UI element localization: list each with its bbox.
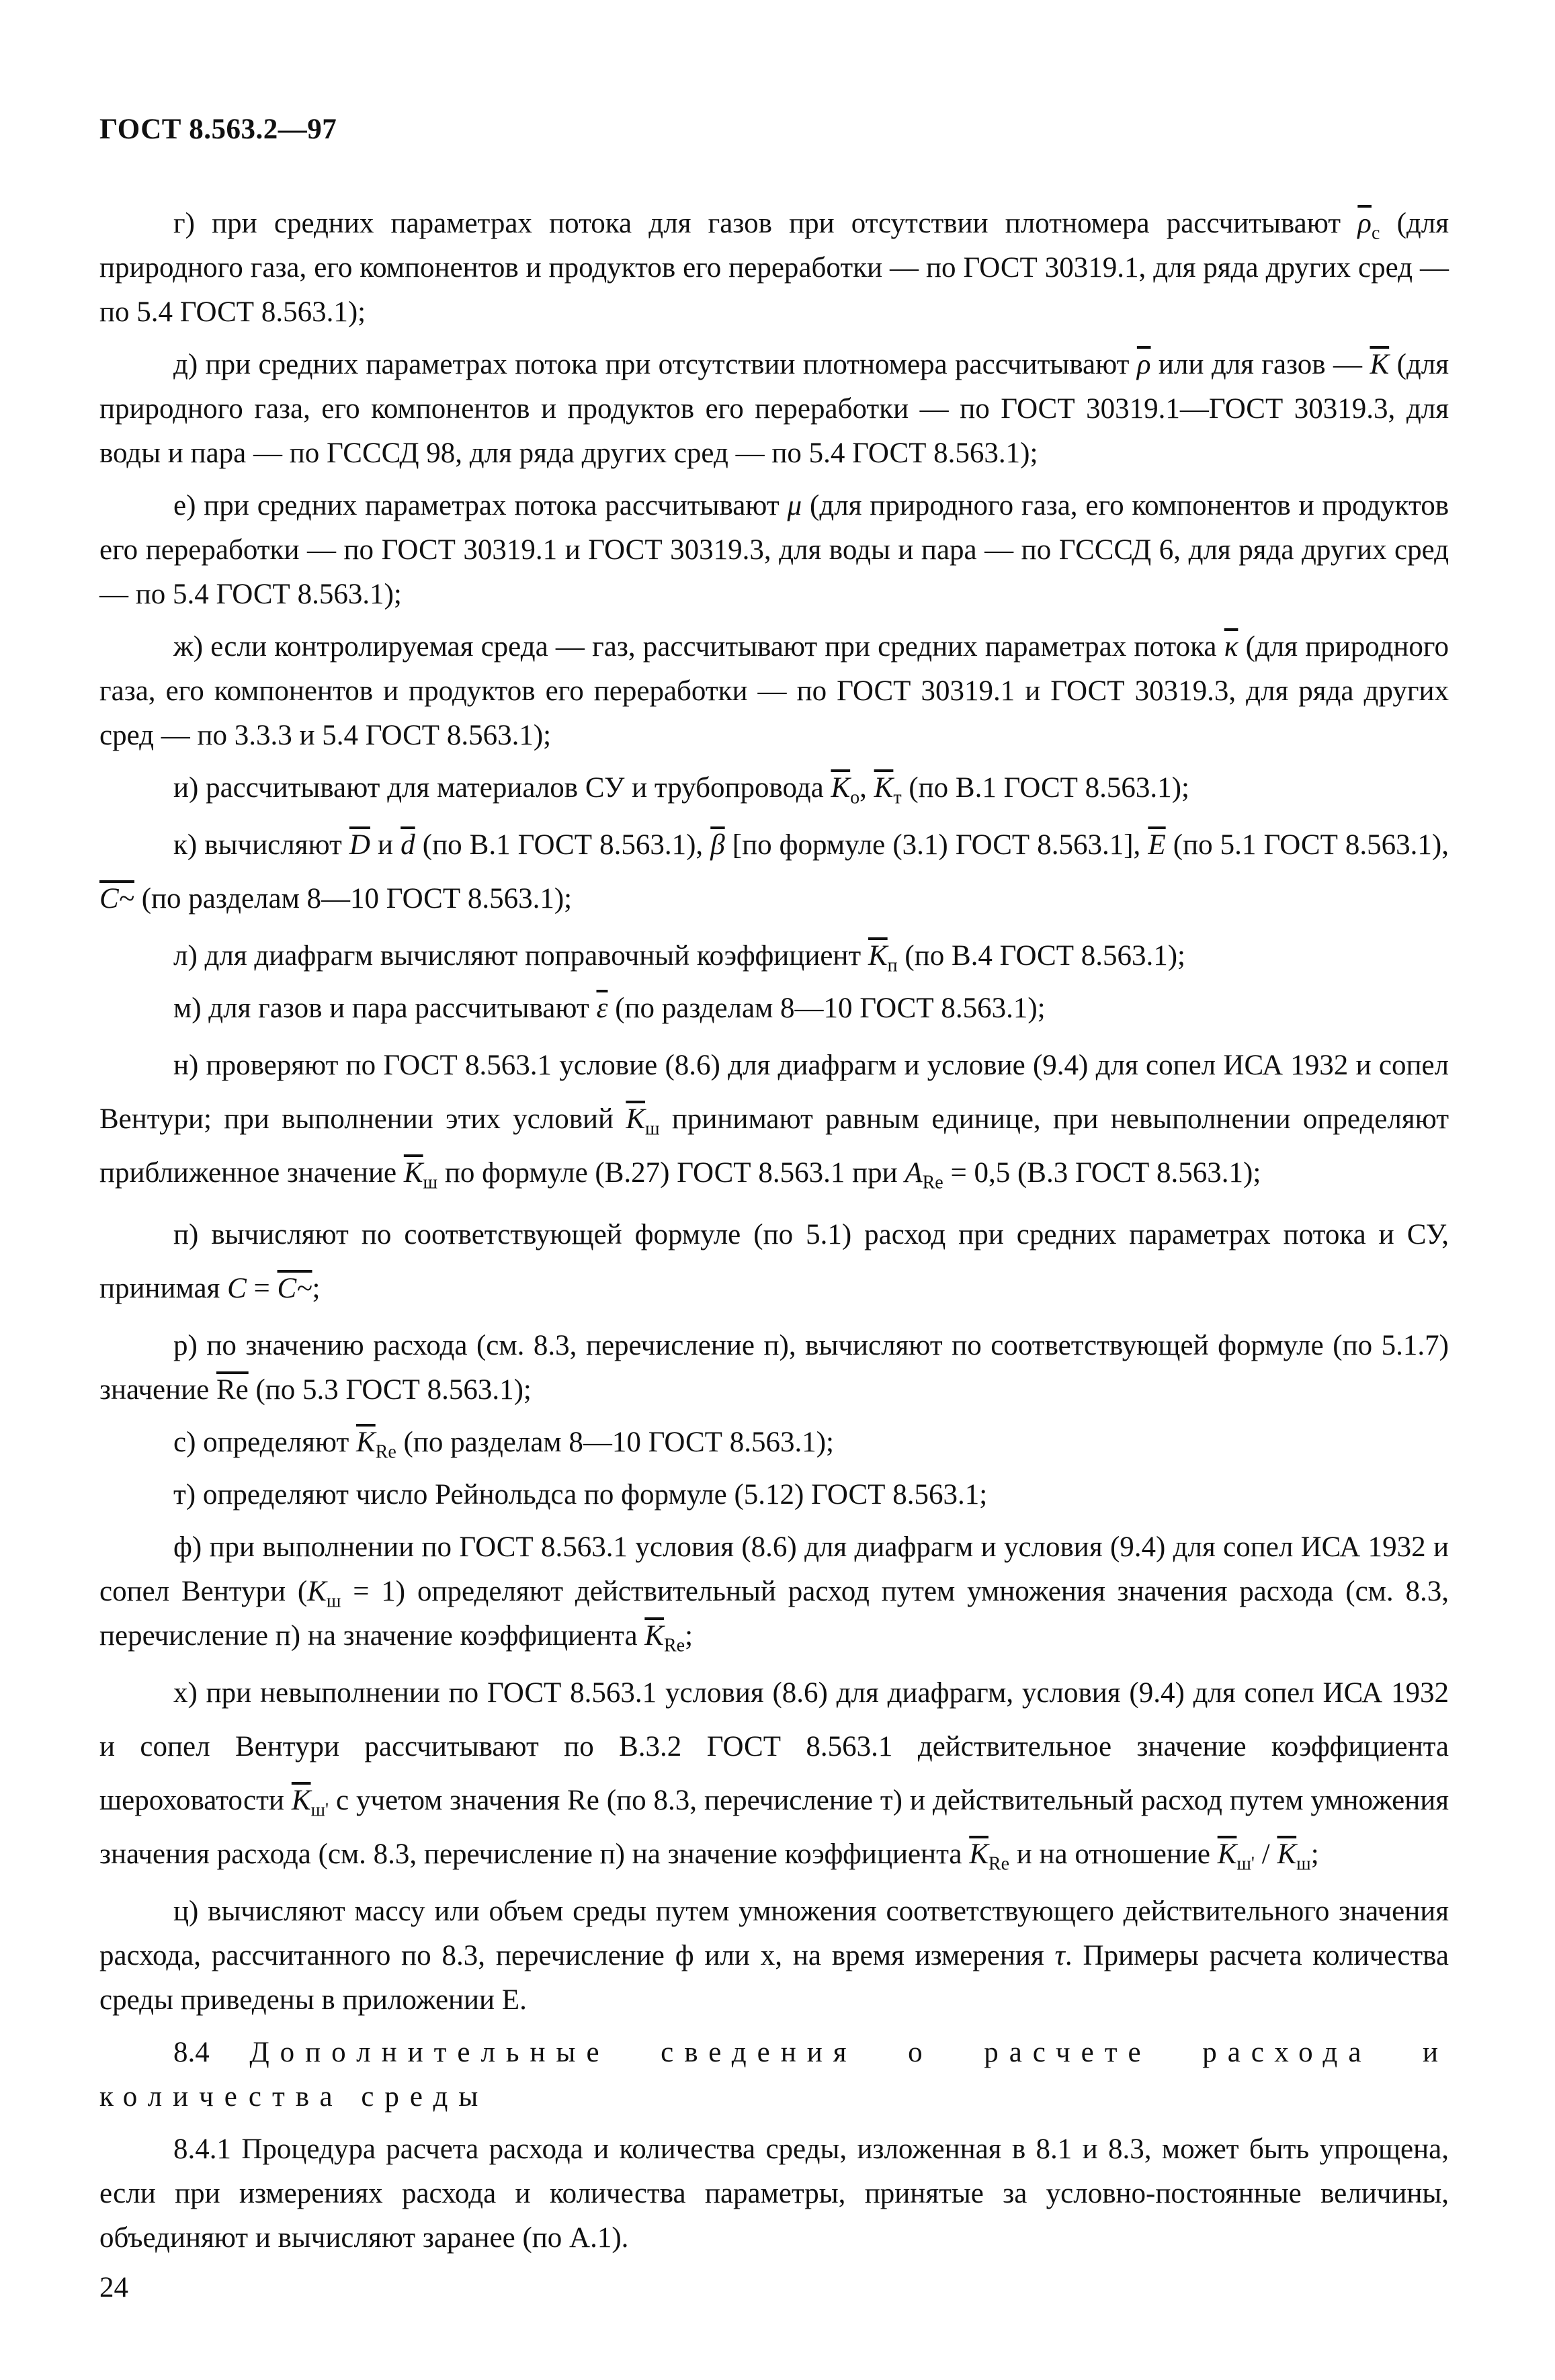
symbol-C-tilde: C~ bbox=[277, 1273, 312, 1304]
subscript: Re bbox=[375, 1441, 396, 1463]
document-body bbox=[99, 202, 1449, 2268]
item-s bbox=[99, 1420, 1449, 1465]
item-ts bbox=[99, 1889, 1449, 2023]
item-i bbox=[99, 766, 1449, 810]
text: к) вычисляют bbox=[173, 829, 349, 861]
text: ; bbox=[685, 1620, 694, 1652]
symbol-kappa: $\overline{\kappa}$ bbox=[1224, 631, 1238, 663]
text: н) проверяют по ГОСТ 8.563.1 условие (8.6) для диафрагм и условие (9.4) для сопел ИСА 1932 и сопел Вентури; при выполнении этих условий bbox=[99, 1050, 1449, 1135]
subscript: Re bbox=[988, 1853, 1010, 1875]
symbol-K: $\overline{K}$ bbox=[868, 940, 888, 972]
text: и на отношение bbox=[1009, 1838, 1218, 1870]
text: ж) если контролируемая среда — газ, рассчитывают при средних параметрах потока bbox=[173, 631, 1224, 663]
text: г) при средних параметрах потока для газов при отсутствии плотномера рассчитывают bbox=[173, 208, 1358, 239]
text: = 0,5 (В.3 ГОСТ 8.563.1); bbox=[943, 1157, 1261, 1189]
text: (по разделам 8—10 ГОСТ 8.563.1); bbox=[607, 992, 1046, 1024]
page-header: ГОСТ 8.563.2—97 bbox=[99, 114, 337, 145]
symbol-K: $\overline{K}$ bbox=[355, 1427, 376, 1458]
symbol-E: $\overline{E}$ bbox=[1148, 829, 1166, 861]
text: = bbox=[246, 1273, 278, 1304]
text: / bbox=[1254, 1838, 1277, 1870]
text: по формуле (В.27) ГОСТ 8.563.1 при bbox=[437, 1157, 905, 1189]
text: л) для диафрагм вычисляют поправочный коэффициент bbox=[173, 940, 868, 972]
text: (по В.4 ГОСТ 8.563.1); bbox=[897, 940, 1185, 972]
item-l bbox=[99, 934, 1449, 978]
symbol-D: $\overline{D}$ bbox=[349, 829, 370, 861]
text: р) по значению расхода (см. 8.3, перечисление п), вычисляют по соответствующей формуле (по 5.1.7) значение bbox=[99, 1330, 1449, 1406]
item-d bbox=[99, 343, 1449, 476]
subscript: ш bbox=[326, 1590, 341, 1612]
symbol-A: A bbox=[905, 1157, 923, 1189]
subscript: т bbox=[893, 787, 902, 808]
text: (по разделам 8—10 ГОСТ 8.563.1); bbox=[134, 883, 573, 915]
item-p bbox=[99, 1208, 1449, 1316]
symbol-K: $\overline{K}$ bbox=[403, 1157, 423, 1189]
symbol-mu: μ bbox=[787, 490, 802, 521]
text: (по В.1 ГОСТ 8.563.1); bbox=[901, 772, 1189, 804]
text: (по разделам 8—10 ГОСТ 8.563.1); bbox=[396, 1427, 834, 1458]
symbol-rho: $\overline{\rho}$ bbox=[1357, 208, 1372, 239]
symbol-K: $\overline{K}$ bbox=[1277, 1838, 1297, 1870]
text: е) при средних параметрах потока рассчитывают bbox=[173, 490, 788, 521]
symbol-K: $\overline{K}$ bbox=[644, 1620, 664, 1652]
text: м) для газов и пара рассчитывают bbox=[173, 992, 597, 1024]
subscript: ш' bbox=[310, 1799, 329, 1821]
symbol-epsilon: $\overline{\varepsilon}$ bbox=[596, 992, 608, 1024]
subscript: Re bbox=[922, 1172, 943, 1193]
text: (для природного газа, его компонентов и продуктов его переработки — по ГОСТ 30319.1 и ГОСТ 30319.3, для воды и пара — по ГСССД 6, для ряда других сред — по 5.4 ГОСТ 8.563.1); bbox=[99, 490, 1449, 610]
subscript: c bbox=[1371, 222, 1380, 244]
text: д) при средних параметрах потока при отсутствии плотномера рассчитывают bbox=[173, 349, 1137, 380]
section-title: Дополнительные сведения о расчете расхода и количества среды bbox=[99, 2037, 1449, 2113]
text: [по формуле (3.1) ГОСТ 8.563.1], bbox=[724, 829, 1148, 861]
item-e bbox=[99, 484, 1449, 617]
text: ; bbox=[312, 1273, 321, 1304]
text: х) при невыполнении по ГОСТ 8.563.1 условия (8.6) для диафрагм, условия (9.4) для сопел ИСА 1932 и сопел Вентури рассчитывают по В.3.2 ГОСТ 8.563.1 действительное значение коэффициента шероховатости bbox=[99, 1677, 1449, 1816]
subscript: Re bbox=[663, 1635, 685, 1656]
item-m bbox=[99, 986, 1449, 1031]
text: , bbox=[859, 772, 874, 804]
item-n bbox=[99, 1039, 1449, 1200]
symbol-K: K bbox=[307, 1576, 327, 1607]
symbol-K: $\overline{K}$ bbox=[626, 1103, 646, 1135]
text: ф) при выполнении по ГОСТ 8.563.1 условия (8.6) для диафрагм и условия (9.4) для сопел ИСА 1932 и сопел Вентури ( bbox=[99, 1531, 1449, 1607]
text: (по В.1 ГОСТ 8.563.1), bbox=[415, 829, 711, 861]
item-r bbox=[99, 1324, 1449, 1412]
text: принимают равным единице, при невыполнении определяют приближенное значение bbox=[99, 1103, 1449, 1189]
section-8-4-heading bbox=[99, 2031, 1449, 2119]
symbol-K: $\overline{K}$ bbox=[291, 1785, 311, 1816]
item-k bbox=[99, 818, 1449, 926]
text: (по 5.3 ГОСТ 8.563.1); bbox=[248, 1374, 532, 1406]
symbol-d: $\overline{d}$ bbox=[401, 829, 415, 861]
text: ц) вычисляют массу или объем среды путем умножения соответствующего действительного значения расхода, рассчитанного по 8.3, перечисление ф или х, на время измерения bbox=[99, 1896, 1449, 1971]
item-t: т) определяют число Рейнольдса по формуле (5.12) ГОСТ 8.563.1; bbox=[173, 1479, 988, 1511]
subscript: ш bbox=[1296, 1853, 1311, 1875]
item-f bbox=[99, 1525, 1449, 1658]
text: (для природного газа, его компонентов и продуктов его переработки — по ГОСТ 30319.1—ГОСТ 30319.3, для воды и пара — по ГСССД 98, для ряда других сред — по 5.4 ГОСТ 8.563.1); bbox=[99, 349, 1449, 469]
subscript: о bbox=[850, 787, 860, 808]
text: (по 5.1 ГОСТ 8.563.1), bbox=[1165, 829, 1449, 861]
text: (для природного газа, его компонентов и продуктов его переработки — по ГОСТ 30319.1, для ряда других сред — по 5.4 ГОСТ 8.563.1); bbox=[99, 208, 1449, 328]
subscript: ш' bbox=[1236, 1853, 1255, 1875]
text: (для природного газа, его компонентов и продуктов его переработки — по ГОСТ 30319.1 и ГОСТ 30319.3, для ряда других сред — по 3.3.3 и 5.4 ГОСТ 8.563.1); bbox=[99, 631, 1449, 751]
subscript: п bbox=[887, 955, 898, 976]
symbol-K: $\overline{K}$ bbox=[969, 1838, 989, 1870]
text: . Примеры расчета количества среды приведены в приложении Е. bbox=[99, 1940, 1449, 2016]
symbol-C: C bbox=[227, 1273, 247, 1304]
symbol-C-tilde: C~ bbox=[99, 883, 134, 915]
item-h bbox=[99, 1666, 1449, 1881]
text: с учетом значения Re (по 8.3, перечисление т) и действительный расход путем умножения значения расхода (см. 8.3, перечисление п) на значение коэффициента bbox=[99, 1785, 1449, 1870]
subscript: ш bbox=[645, 1118, 660, 1140]
symbol-beta: $\overline{\beta}$ bbox=[710, 829, 725, 861]
symbol-tau: τ bbox=[1054, 1940, 1065, 1971]
item-g bbox=[99, 202, 1449, 335]
item-zh bbox=[99, 625, 1449, 758]
text: с) определяют bbox=[173, 1427, 356, 1458]
text: п) вычисляют по соответствующей формуле (по 5.1) расход при средних параметрах потока и СУ, принимая bbox=[99, 1219, 1449, 1304]
text: = 1) определяют действительный расход путем умножения значения расхода (см. 8.3, перечисление п) на значение коэффициента bbox=[99, 1576, 1449, 1652]
text: и) рассчитывают для материалов СУ и трубопровода bbox=[173, 772, 831, 804]
subscript: ш bbox=[423, 1172, 438, 1193]
section-number: 8.4 bbox=[173, 2037, 250, 2068]
symbol-K: $\overline{K}$ bbox=[1217, 1838, 1237, 1870]
text: или для газов — bbox=[1150, 349, 1370, 380]
symbol-Re: $\overline{Re}$ bbox=[216, 1374, 249, 1406]
page-number: 24 bbox=[99, 2272, 128, 2303]
symbol-K: $\overline{K}$ bbox=[1370, 349, 1390, 380]
paragraph-8-4-1: 8.4.1 Процедура расчета расхода и количества среды, изложенная в 8.1 и 8.3, может быть упрощена, если при измерениях расхода и количества параметры, принятые за условно-постоянные величины, объединяют и вычисляют заранее (по А.1). bbox=[99, 2133, 1449, 2254]
text: и bbox=[370, 829, 401, 861]
text: ; bbox=[1310, 1838, 1319, 1870]
symbol-K: $\overline{K}$ bbox=[831, 772, 851, 804]
symbol-K: $\overline{K}$ bbox=[874, 772, 894, 804]
symbol-rho: $\overline{\rho}$ bbox=[1136, 349, 1151, 380]
